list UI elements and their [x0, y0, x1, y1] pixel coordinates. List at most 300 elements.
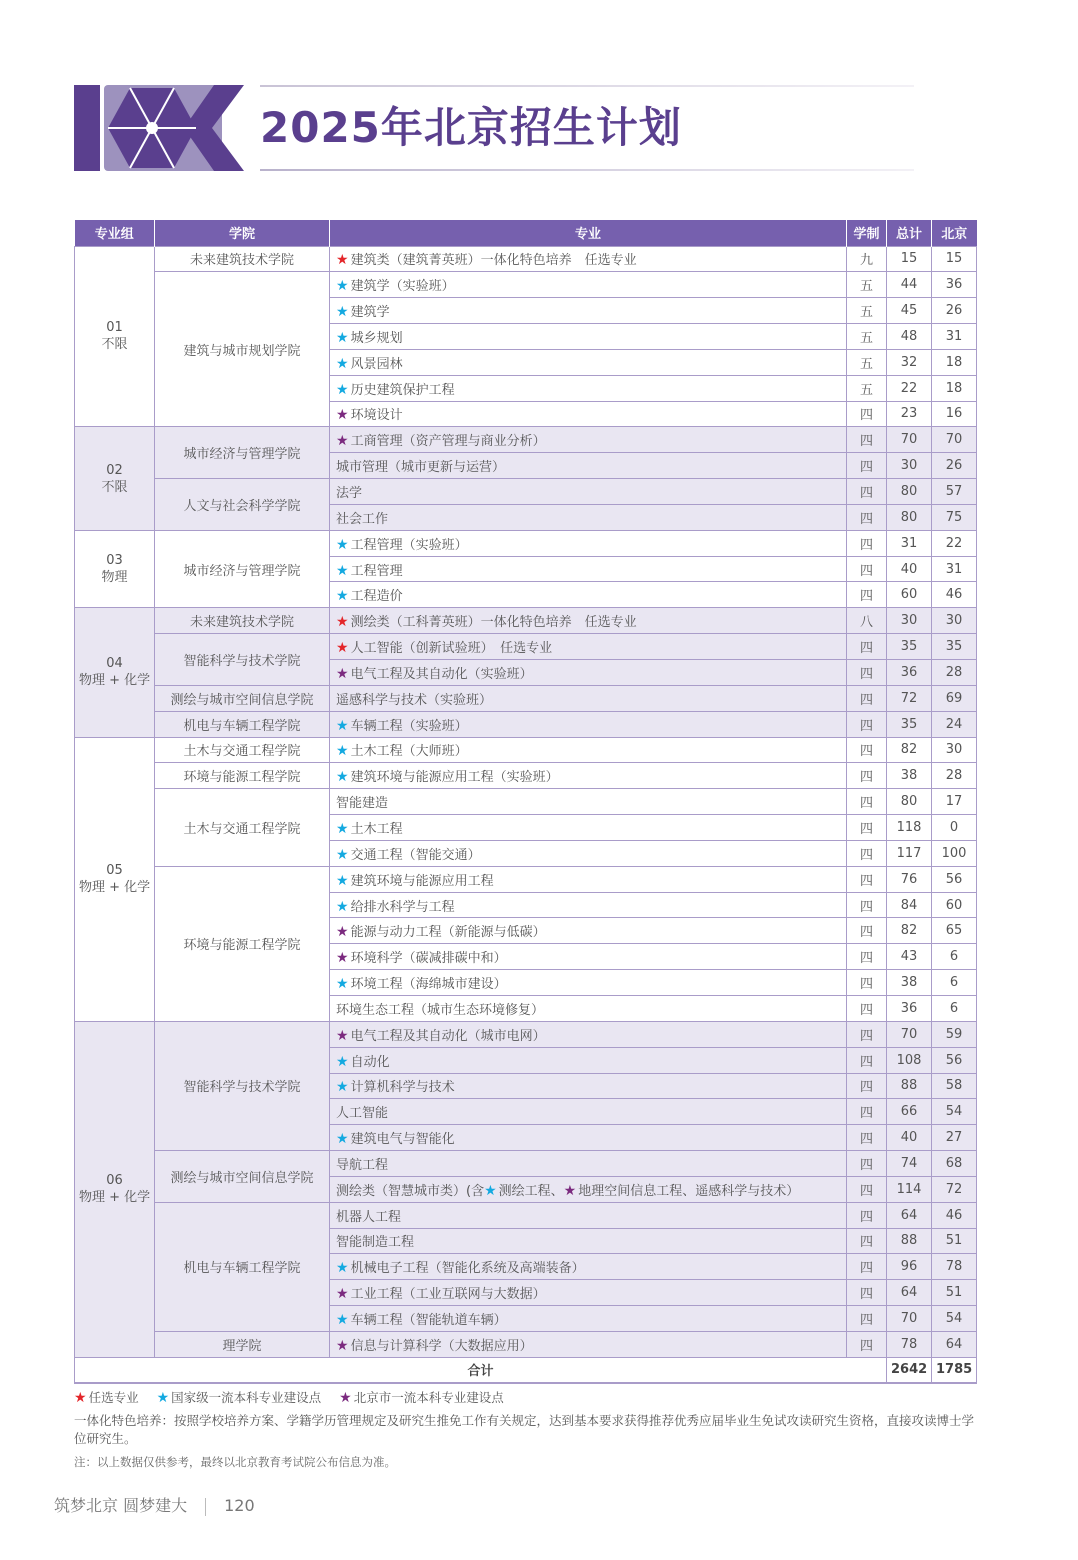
major-cell [330, 427, 847, 453]
beijing-cell: 28 [932, 660, 977, 686]
total-cell: 35 [887, 711, 932, 737]
beijing-cell: 65 [932, 918, 977, 944]
group-cell [75, 608, 155, 737]
college-cell: 人文与社会科学学院 [155, 479, 330, 531]
beijing-cell: 51 [932, 1228, 977, 1254]
star-blue-icon: ★ [336, 1260, 349, 1277]
years-cell: 四 [847, 1306, 887, 1332]
star-blue-icon: ★ [156, 1390, 170, 1406]
years-cell: 四 [847, 763, 887, 789]
header-college: 学院 [155, 220, 330, 246]
beijing-cell: 0 [932, 815, 977, 841]
legend-label: 北京市一流本科专业建设点 [353, 1390, 504, 1405]
major-sub-name: 地理空间信息工程、遥感科学与技术） [578, 1183, 800, 1199]
major-name: 机械电子工程（智能化系统及高端装备） [350, 1261, 585, 1277]
total-cell: 32 [887, 349, 932, 375]
major-name: 工业工程（工业互联网与大数据） [350, 1287, 546, 1303]
total-cell: 60 [887, 582, 932, 608]
star-red-icon: ★ [336, 640, 349, 657]
years-cell: 四 [847, 427, 887, 453]
table-row [75, 789, 977, 815]
major-name: 能源与动力工程（新能源与低碳） [350, 925, 546, 941]
major-cell [330, 556, 847, 582]
star-blue-icon: ★ [336, 536, 349, 553]
total-cell: 44 [887, 272, 932, 298]
total-cell: 88 [887, 1073, 932, 1099]
beijing-total: 1785 [932, 1357, 977, 1383]
table-row [75, 272, 977, 298]
major-name: 车辆工程（智能轨道车辆） [350, 1313, 507, 1329]
table-row [75, 608, 977, 634]
integrated-training-note: 一体化特色培养：按照学校培养方案、学籍学历管理规定及研究生推免工作有关规定，达到基本要求获得推荐优秀应届毕业生免试攻读研究生资格，直接攻读博士学位研究生。 [74, 1413, 975, 1446]
major-cell [330, 970, 847, 996]
table-total [75, 1357, 977, 1383]
major-cell [330, 634, 847, 660]
group-cell [75, 427, 155, 530]
beijing-cell: 6 [932, 970, 977, 996]
years-cell: 四 [847, 634, 887, 660]
major-name: 建筑环境与能源应用工程 [350, 873, 494, 889]
total-cell: 96 [887, 1254, 932, 1280]
star-purple-icon: ★ [336, 1286, 349, 1303]
beijing-cell: 30 [932, 737, 977, 763]
years-cell: 五 [847, 324, 887, 350]
total-cell: 31 [887, 530, 932, 556]
total-cell: 114 [887, 1176, 932, 1202]
college-cell: 测绘与城市空间信息学院 [155, 1151, 330, 1203]
major-name: 建筑电气与智能化 [350, 1132, 455, 1148]
major-sub-name: 测绘工程、 [498, 1183, 564, 1199]
major-cell [330, 944, 847, 970]
college-cell: 土木与交通工程学院 [155, 737, 330, 763]
major-name: 风景园林 [350, 356, 403, 372]
major-name: 信息与计算科学（大数据应用） [350, 1338, 533, 1354]
beijing-cell: 31 [932, 556, 977, 582]
years-cell: 四 [847, 815, 887, 841]
major-cell [330, 530, 847, 556]
major-cell [330, 1151, 847, 1177]
major-name: 环境科学（碳减排碳中和） [350, 951, 507, 967]
major-cell [330, 453, 847, 479]
total-cell: 118 [887, 815, 932, 841]
major-cell [330, 685, 847, 711]
table-row [75, 634, 977, 660]
college-cell: 测绘与城市空间信息学院 [155, 685, 330, 711]
header-total: 总计 [887, 220, 932, 246]
major-name: 电气工程及其自动化（城市电网） [350, 1028, 546, 1044]
years-cell: 四 [847, 1176, 887, 1202]
star-blue-icon: ★ [336, 304, 349, 321]
total-cell: 82 [887, 918, 932, 944]
years-cell: 四 [847, 789, 887, 815]
major-name: 工程造价 [350, 589, 403, 605]
years-cell: 四 [847, 1202, 887, 1228]
group-code: 03 [106, 553, 123, 569]
major-name: 环境生态工程（城市生态环境修复） [336, 1002, 545, 1018]
college-cell: 环境与能源工程学院 [155, 763, 330, 789]
total-cell: 70 [887, 1021, 932, 1047]
major-cell [330, 815, 847, 841]
major-name: 工程管理（实验班） [350, 537, 468, 553]
total-cell: 15 [887, 246, 932, 272]
total-cell: 30 [887, 608, 932, 634]
total-cell: 108 [887, 1047, 932, 1073]
group-subject: 物理 [101, 570, 128, 586]
major-name: 车辆工程（实验班） [350, 718, 468, 734]
star-blue-icon: ★ [336, 846, 349, 863]
years-cell: 四 [847, 995, 887, 1021]
major-name: 环境设计 [350, 408, 403, 424]
beijing-cell: 16 [932, 401, 977, 427]
years-cell: 四 [847, 453, 887, 479]
years-cell: 四 [847, 1073, 887, 1099]
major-name: 人工智能（创新试验班） 任选专业 [350, 641, 553, 657]
star-blue-icon: ★ [336, 329, 349, 346]
group-cell [75, 530, 155, 608]
major-name: 环境工程（海绵城市建设） [350, 977, 507, 993]
legend-label: 任选专业 [88, 1390, 139, 1405]
years-cell: 四 [847, 479, 887, 505]
group-code: 01 [106, 320, 123, 336]
beijing-cell: 54 [932, 1306, 977, 1332]
years-cell: 四 [847, 711, 887, 737]
college-cell: 建筑与城市规划学院 [155, 272, 330, 427]
header-beijing: 北京 [932, 220, 977, 246]
beijing-cell: 22 [932, 530, 977, 556]
beijing-cell: 18 [932, 375, 977, 401]
major-cell [330, 918, 847, 944]
major-cell [330, 1228, 847, 1254]
years-cell: 四 [847, 1099, 887, 1125]
star-blue-icon: ★ [336, 743, 349, 760]
major-name: 测绘类（智慧城市类）(含 [336, 1183, 485, 1199]
major-name: 工程管理 [350, 563, 403, 579]
group-cell [75, 1021, 155, 1357]
major-cell [330, 1073, 847, 1099]
years-cell: 四 [847, 1228, 887, 1254]
beijing-cell: 72 [932, 1176, 977, 1202]
legend [74, 1388, 522, 1406]
group-cell [75, 737, 155, 1021]
star-blue-icon: ★ [336, 355, 349, 372]
major-cell [330, 1099, 847, 1125]
major-cell [330, 763, 847, 789]
total-cell: 43 [887, 944, 932, 970]
years-cell: 四 [847, 840, 887, 866]
years-cell: 四 [847, 1280, 887, 1306]
star-purple-icon: ★ [336, 433, 349, 450]
major-cell [330, 737, 847, 763]
major-name: 人工智能 [336, 1106, 389, 1122]
major-name: 给排水科学与工程 [350, 899, 455, 915]
page-number: 120 [224, 1496, 255, 1515]
beijing-cell: 60 [932, 892, 977, 918]
star-purple-icon: ★ [336, 407, 349, 424]
major-name: 城乡规划 [350, 330, 403, 346]
major-name: 工商管理（资产管理与商业分析） [350, 434, 546, 450]
star-blue-icon: ★ [336, 769, 349, 786]
major-cell [330, 349, 847, 375]
major-name: 历史建筑保护工程 [350, 382, 455, 398]
major-cell [330, 504, 847, 530]
star-blue-icon: ★ [336, 872, 349, 889]
header-group: 专业组 [75, 220, 155, 246]
college-cell: 环境与能源工程学院 [155, 866, 330, 1021]
major-cell [330, 298, 847, 324]
major-name: 智能制造工程 [336, 1235, 415, 1251]
major-name: 计算机科学与技术 [350, 1080, 455, 1096]
major-name: 土木工程 [350, 821, 403, 837]
beijing-cell: 54 [932, 1099, 977, 1125]
total-cell: 64 [887, 1202, 932, 1228]
total-cell: 70 [887, 1306, 932, 1332]
star-blue-icon: ★ [336, 898, 349, 915]
star-purple-icon: ★ [336, 1027, 349, 1044]
beijing-cell: 26 [932, 453, 977, 479]
total-cell: 84 [887, 892, 932, 918]
table-row [75, 685, 977, 711]
beijing-cell: 51 [932, 1280, 977, 1306]
group-code: 05 [106, 863, 123, 879]
beijing-cell: 24 [932, 711, 977, 737]
star-blue-icon: ★ [336, 1312, 349, 1329]
years-cell: 四 [847, 582, 887, 608]
total-cell: 80 [887, 789, 932, 815]
major-cell [330, 840, 847, 866]
legend-item [339, 1390, 504, 1405]
total-cell: 36 [887, 995, 932, 1021]
table-row [75, 737, 977, 763]
total-cell: 30 [887, 453, 932, 479]
table-row [75, 1021, 977, 1047]
beijing-cell: 18 [932, 349, 977, 375]
major-name: 建筑类（建筑菁英班）一体化特色培养 任选专业 [350, 253, 637, 269]
beijing-cell: 75 [932, 504, 977, 530]
beijing-cell: 78 [932, 1254, 977, 1280]
group-subject: 物理 + 化学 [79, 880, 151, 896]
college-cell: 机电与车辆工程学院 [155, 711, 330, 737]
major-name: 建筑环境与能源应用工程（实验班） [350, 770, 559, 786]
major-cell [330, 995, 847, 1021]
major-name: 建筑学（实验班） [350, 279, 455, 295]
years-cell: 四 [847, 944, 887, 970]
college-cell: 机电与车辆工程学院 [155, 1202, 330, 1331]
college-cell: 城市经济与管理学院 [155, 427, 330, 479]
total-cell: 64 [887, 1280, 932, 1306]
star-blue-icon: ★ [336, 278, 349, 295]
beijing-cell: 35 [932, 634, 977, 660]
total-cell: 78 [887, 1331, 932, 1357]
beijing-cell: 26 [932, 298, 977, 324]
star-red-icon: ★ [336, 252, 349, 269]
total-cell: 80 [887, 504, 932, 530]
title-divider-top [260, 85, 914, 87]
star-purple-icon: ★ [339, 1390, 352, 1406]
college-cell: 理学院 [155, 1331, 330, 1357]
star-blue-icon: ★ [336, 562, 349, 579]
years-cell: 四 [847, 1021, 887, 1047]
college-cell: 智能科学与技术学院 [155, 634, 330, 686]
total-cell: 66 [887, 1099, 932, 1125]
star-red-icon: ★ [336, 614, 349, 631]
table-header-row [75, 220, 977, 246]
years-cell: 四 [847, 866, 887, 892]
table-row [75, 1151, 977, 1177]
major-cell [330, 789, 847, 815]
years-cell: 四 [847, 970, 887, 996]
years-cell: 四 [847, 504, 887, 530]
total-cell: 88 [887, 1228, 932, 1254]
beijing-cell: 100 [932, 840, 977, 866]
major-name: 城市管理（城市更新与运营） [336, 460, 506, 476]
total-cell: 74 [887, 1151, 932, 1177]
group-06 [75, 1021, 977, 1357]
total-cell: 70 [887, 427, 932, 453]
years-cell: 四 [847, 737, 887, 763]
beijing-cell: 36 [932, 272, 977, 298]
major-cell [330, 866, 847, 892]
years-cell: 五 [847, 349, 887, 375]
star-blue-icon: ★ [336, 1053, 349, 1070]
beijing-cell: 28 [932, 763, 977, 789]
star-purple-icon: ★ [336, 1337, 349, 1354]
beijing-cell: 6 [932, 995, 977, 1021]
beijing-cell: 64 [932, 1331, 977, 1357]
total-cell: 45 [887, 298, 932, 324]
college-cell: 土木与交通工程学院 [155, 789, 330, 867]
group-subject: 不限 [101, 479, 128, 495]
major-cell [330, 324, 847, 350]
beijing-cell: 15 [932, 246, 977, 272]
total-cell: 38 [887, 970, 932, 996]
major-name: 导航工程 [336, 1157, 389, 1173]
beijing-cell: 56 [932, 1047, 977, 1073]
group-code: 02 [106, 462, 123, 478]
years-cell: 四 [847, 1047, 887, 1073]
page-footer [54, 1493, 255, 1516]
major-cell [330, 401, 847, 427]
major-cell [330, 1280, 847, 1306]
years-cell: 四 [847, 401, 887, 427]
group-code: 06 [106, 1173, 123, 1189]
total-cell: 38 [887, 763, 932, 789]
beijing-cell: 31 [932, 324, 977, 350]
total-cell: 80 [887, 479, 932, 505]
group-subject: 物理 + 化学 [79, 1190, 151, 1206]
years-cell: 四 [847, 918, 887, 944]
beijing-cell: 27 [932, 1125, 977, 1151]
header-years: 学制 [847, 220, 887, 246]
major-name: 土木工程（大师班） [350, 744, 468, 760]
major-cell [330, 660, 847, 686]
legend-label: 国家级一流本科专业建设点 [171, 1390, 322, 1405]
header-major: 专业 [330, 220, 847, 246]
beijing-cell: 46 [932, 582, 977, 608]
table-row [75, 763, 977, 789]
beijing-cell: 68 [932, 1151, 977, 1177]
table-row [75, 530, 977, 556]
beijing-cell: 6 [932, 944, 977, 970]
college-cell: 城市经济与管理学院 [155, 530, 330, 608]
footer-slogan: 筑梦北京 圆梦建大 [54, 1496, 188, 1515]
beijing-cell: 57 [932, 479, 977, 505]
beijing-cell: 17 [932, 789, 977, 815]
star-blue-icon: ★ [336, 588, 349, 605]
star-blue-icon: ★ [336, 381, 349, 398]
star-blue-icon: ★ [336, 976, 349, 993]
college-cell: 智能科学与技术学院 [155, 1021, 330, 1150]
major-cell [330, 1306, 847, 1332]
total-cell: 48 [887, 324, 932, 350]
grand-total: 2642 [887, 1357, 932, 1383]
major-cell [330, 1047, 847, 1073]
years-cell: 四 [847, 1254, 887, 1280]
major-name: 机器人工程 [336, 1209, 402, 1225]
legend-item [157, 1390, 322, 1405]
major-cell [330, 1254, 847, 1280]
group-code: 04 [106, 656, 123, 672]
group-cell [75, 246, 155, 427]
footer-separator [205, 1498, 206, 1516]
major-cell [330, 582, 847, 608]
years-cell: 四 [847, 660, 887, 686]
table-row [75, 427, 977, 453]
star-purple-icon: ★ [336, 950, 349, 967]
total-cell: 82 [887, 737, 932, 763]
major-name: 遥感科学与技术（实验班） [336, 692, 493, 708]
years-cell: 四 [847, 1151, 887, 1177]
major-name: 社会工作 [336, 511, 389, 527]
page-title: 2025年北京招生计划 [260, 103, 682, 152]
major-cell [330, 1021, 847, 1047]
star-blue-icon: ★ [336, 1131, 349, 1148]
total-cell: 23 [887, 401, 932, 427]
group-03 [75, 530, 977, 608]
years-cell: 四 [847, 1331, 887, 1357]
major-cell [330, 1331, 847, 1357]
table-row [75, 479, 977, 505]
page-header [74, 85, 914, 171]
major-cell [330, 272, 847, 298]
beijing-cell: 46 [932, 1202, 977, 1228]
major-cell [330, 375, 847, 401]
total-cell: 117 [887, 840, 932, 866]
total-cell: 36 [887, 660, 932, 686]
major-name: 电气工程及其自动化（实验班） [350, 666, 533, 682]
total-label: 合计 [75, 1357, 887, 1383]
total-cell: 22 [887, 375, 932, 401]
enrollment-plan-table [74, 220, 977, 1384]
years-cell: 四 [847, 685, 887, 711]
beijing-cell: 70 [932, 427, 977, 453]
star-blue-icon: ★ [336, 717, 349, 734]
group-subject: 物理 + 化学 [79, 673, 151, 689]
legend-item [74, 1390, 139, 1405]
years-cell: 五 [847, 298, 887, 324]
star-purple-icon: ★ [336, 924, 349, 941]
years-cell: 四 [847, 892, 887, 918]
college-cell: 未来建筑技术学院 [155, 246, 330, 272]
major-name: 建筑学 [350, 305, 390, 321]
years-cell: 五 [847, 375, 887, 401]
major-cell [330, 608, 847, 634]
major-name: 自动化 [350, 1054, 390, 1070]
major-cell [330, 1176, 847, 1202]
major-cell [330, 1202, 847, 1228]
group-subject: 不限 [101, 337, 128, 353]
major-cell [330, 479, 847, 505]
beijing-cell: 58 [932, 1073, 977, 1099]
